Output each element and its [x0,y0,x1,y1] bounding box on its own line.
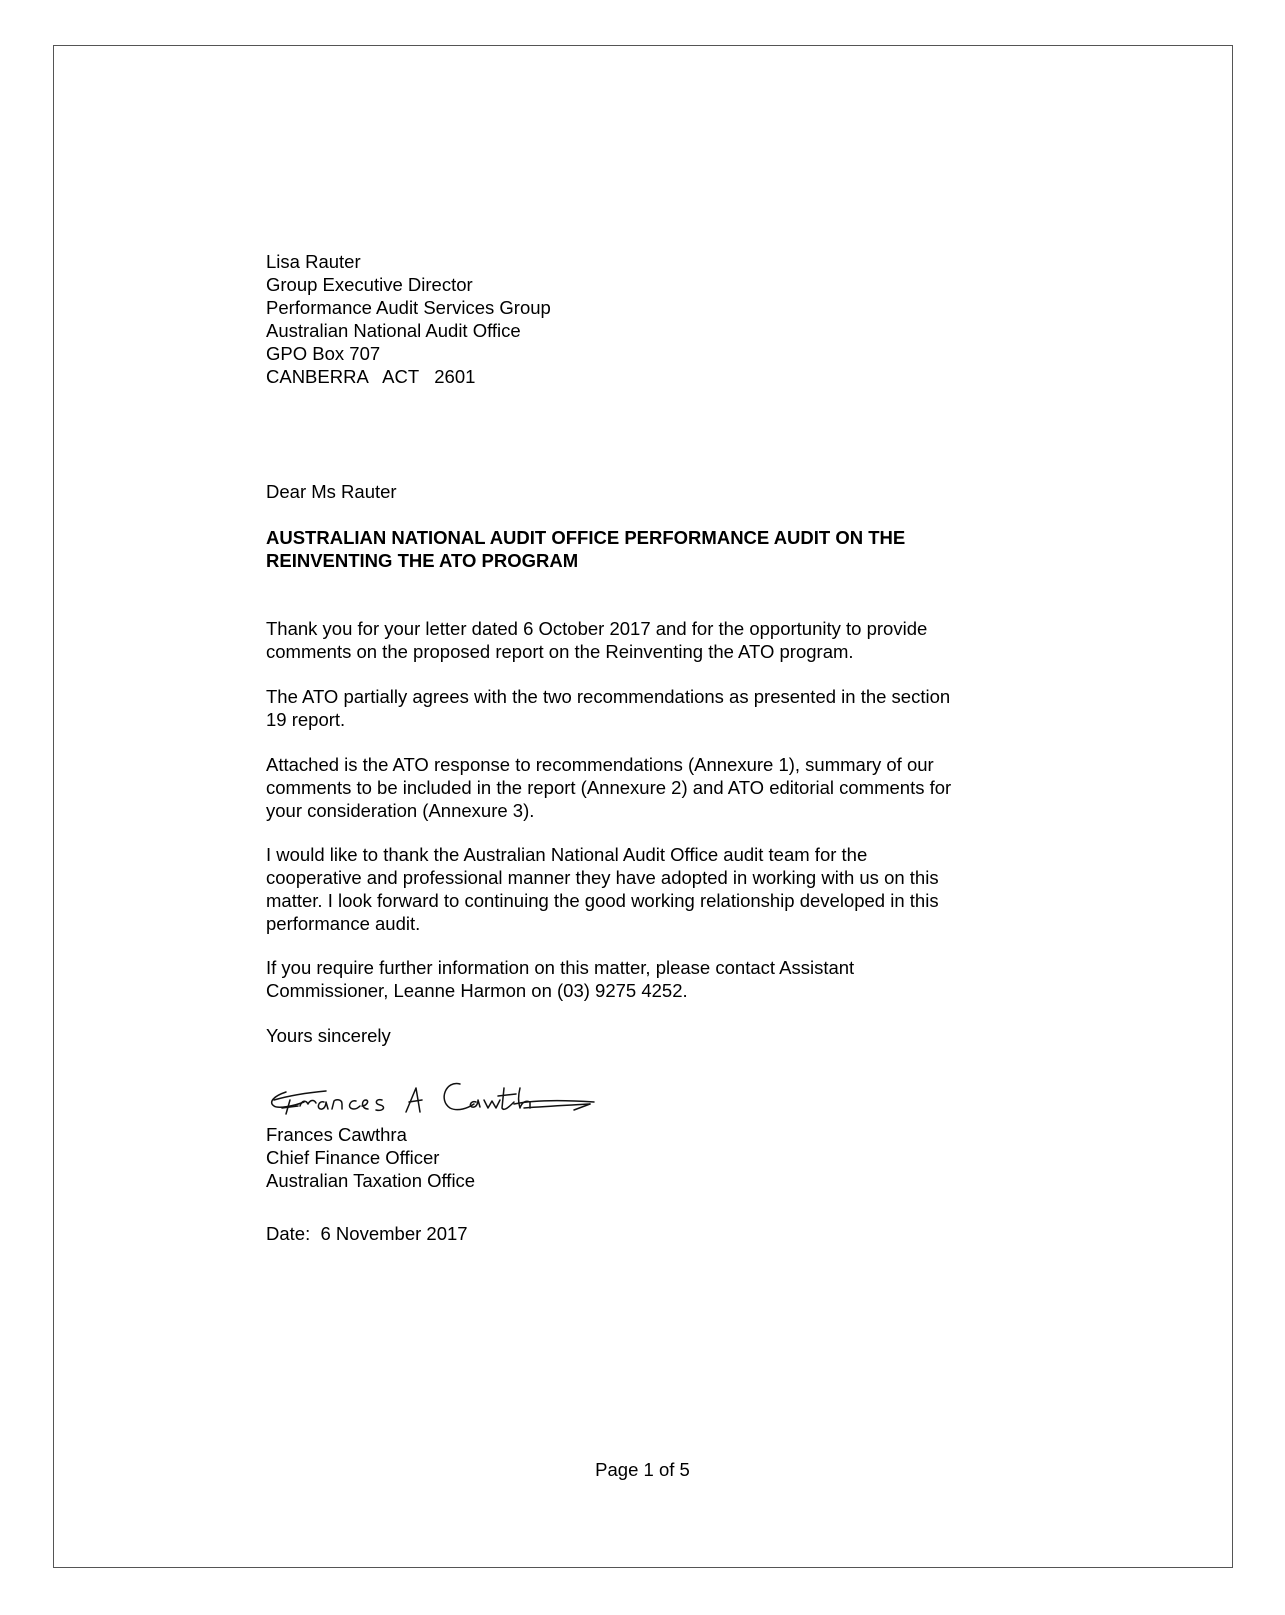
recipient-city: CANBERRA ACT 2601 [266,366,476,387]
page-number: Page 1 of 5 [595,1459,690,1480]
subject-heading [266,526,905,572]
paragraph-line: cooperative and professional manner they have adopted in working with us on this [266,867,939,888]
signatory-title: Chief Finance Officer [266,1147,440,1168]
recipient-address [266,250,551,388]
paragraph-line: If you require further information on this matter, please contact Assistant [266,957,855,978]
paragraph-line: matter. I look forward to continuing the good working relationship developed in this [266,890,939,911]
recipient-po-box: GPO Box 707 [266,343,381,364]
body-paragraph [266,843,939,935]
body-paragraph [266,753,951,822]
recipient-group: Performance Audit Services Group [266,297,551,318]
paragraph-line: 19 report. [266,709,346,730]
letter-date: Date: 6 November 2017 [266,1223,468,1244]
subject-line: REINVENTING THE ATO PROGRAM [266,550,579,571]
paragraph-line: The ATO partially agrees with the two recommendations as presented in the section [266,686,951,707]
paragraph-line: Commissioner, Leanne Harmon on (03) 9275 4252. [266,980,688,1001]
signatory-organisation: Australian Taxation Office [266,1170,476,1191]
paragraph-line: I would like to thank the Australian National Audit Office audit team for the [266,844,868,865]
handwritten-signature [264,1066,604,1126]
salutation: Dear Ms Rauter [266,481,397,502]
subject-line: AUSTRALIAN NATIONAL AUDIT OFFICE PERFORMANCE AUDIT ON THE [266,527,906,548]
signatory-block [266,1123,475,1192]
recipient-title: Group Executive Director [266,274,473,295]
paragraph-line: Thank you for your letter dated 6 October 2017 and for the opportunity to provide [266,618,928,639]
signatory-name: Frances Cawthra [266,1124,407,1145]
paragraph-line: performance audit. [266,913,421,934]
paragraph-line: Attached is the ATO response to recommendations (Annexure 1), summary of our [266,754,934,775]
paragraph-line: your consideration (Annexure 3). [266,800,535,821]
paragraph-line: comments on the proposed report on the Reinventing the ATO program. [266,641,854,662]
recipient-name: Lisa Rauter [266,251,361,272]
body-paragraph [266,617,927,663]
body-paragraph [266,685,950,731]
body-paragraph [266,956,854,1002]
closing: Yours sincerely [266,1025,391,1046]
recipient-organisation: Australian National Audit Office [266,320,521,341]
paragraph-line: comments to be included in the report (Annexure 2) and ATO editorial comments for [266,777,952,798]
